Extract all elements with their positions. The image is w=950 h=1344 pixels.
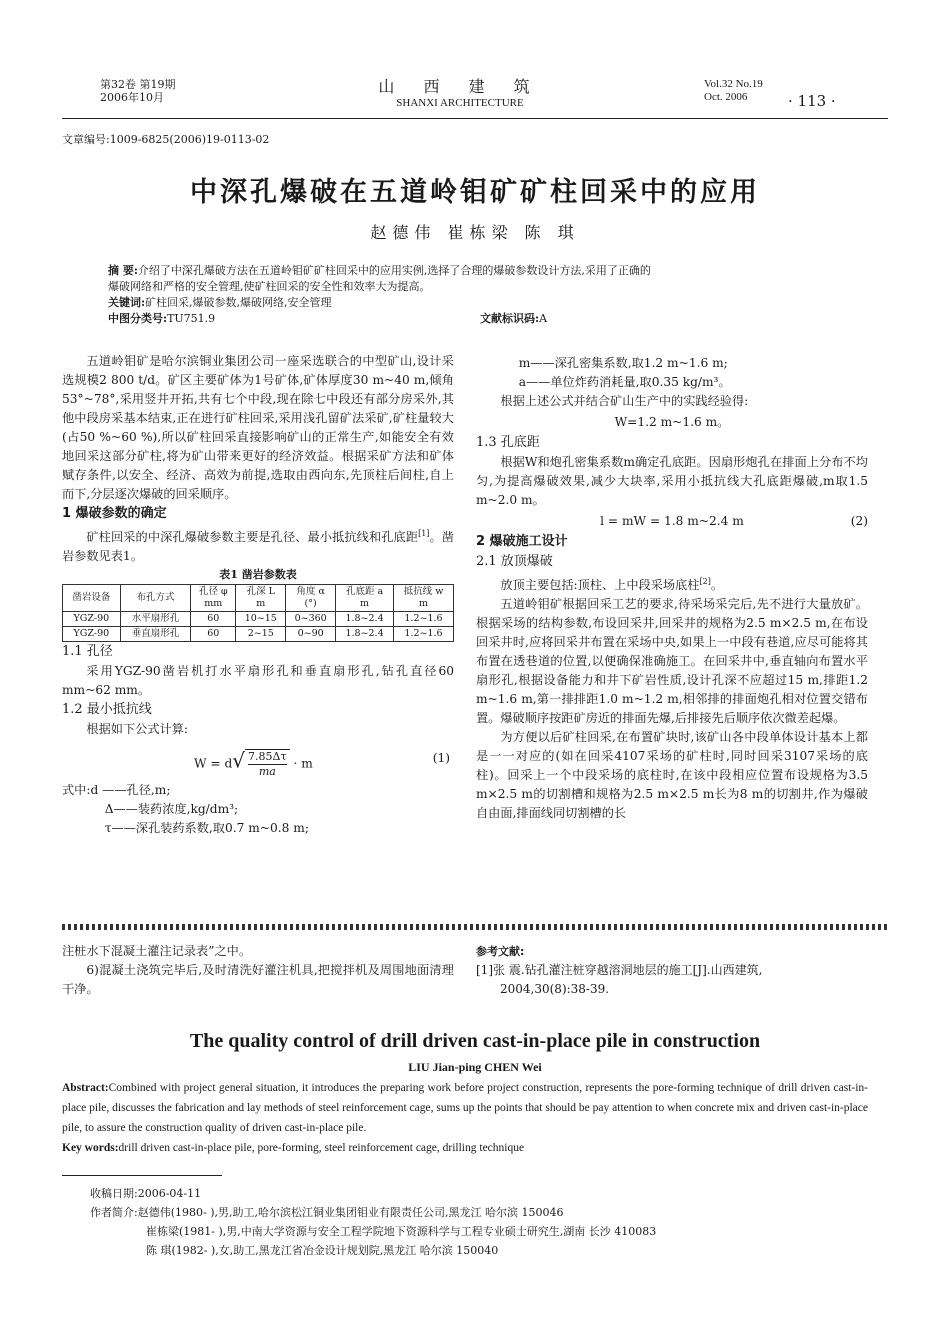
reference-1: [1]张 震.钻孔灌注桩穿越溶洞地层的施工[J].山西建筑, bbox=[476, 963, 763, 977]
header-volume bbox=[100, 78, 176, 104]
received-date: 收稿日期:2006-04-11 bbox=[90, 1187, 202, 1200]
section-1-text: 矿柱回采的中深孔爆破参数主要是孔径、最小抵抗线和孔底距 bbox=[86, 530, 419, 545]
section-2-1-paragraph-3: 为方便以后矿柱回采,在布置矿块时,该矿山各中段单体设计基本上都是一一对应的(如在回采4107采场的矿柱时,同时回采3107采场的底柱)。回采上一个中段采场的底柱时,在该中段相应位置布设规格为3.5 m×2.5 m的切割槽和规格为2.5 m×2.5 m长为8 m的切割井,作为爆破自由面,排面线同切割槽的长 bbox=[476, 730, 868, 821]
header-date-en: Oct. 2006 bbox=[704, 91, 748, 103]
table-header-row bbox=[63, 585, 454, 612]
eq2-number: (2) bbox=[850, 514, 868, 528]
table-cell: 1.8~2.4 bbox=[336, 627, 394, 642]
references bbox=[476, 942, 868, 999]
th-angle: 角度 α (°) bbox=[286, 585, 336, 612]
abstract-line-1: 介绍了中深孔爆破方法在五道岭钼矿矿柱回采中的应用实例,选择了合理的爆破参数设计方法,采用了正确的 bbox=[137, 264, 651, 277]
section-2-heading: 2 爆破施工设计 bbox=[476, 534, 568, 549]
th-burden: 抵抗线 w m bbox=[394, 585, 454, 612]
journal-name-cn: 山 西 建 筑 bbox=[378, 77, 542, 96]
table-cell: YGZ-90 bbox=[63, 612, 121, 627]
authors: 赵德伟 崔栋梁 陈 琪 bbox=[370, 223, 580, 242]
table-cell: 60 bbox=[191, 612, 236, 627]
section-2-1-paragraph-2: 五道岭钼矿根据回采工艺的要求,待采场采完后,先不进行大量放矿。根据采场的结构参数,布设回采井,回采井的规格为2.5 m×2.5 m,在布设回采井时,应将回采井布置在采场中央,如果上一中段有巷道,应尽可能将其布置在透巷道的位置,以便确保准确施工。在回采井中,垂直轴向布置水平扇形孔,根据设备能力和井下矿岩性质,设计孔深不应超过15 m,排距1.2 m~1.6 m,第一排排距1.0 m~1.2 m,相邻排的排面炮孔相对位置交错布置。爆破顺序按距矿房近的排面先爆,后排接先后顺序依次微差起爆。 bbox=[476, 597, 868, 726]
article-number: 文章编号:1009-6825(2006)19-0113-02 bbox=[62, 133, 270, 146]
footnote-rule bbox=[62, 1175, 222, 1176]
author-bio-2: 崔栋梁(1981- ),男,中南大学资源与安全工程学院地下资源科学与工程专业硕士研究生,湖南 长沙 410083 bbox=[146, 1225, 657, 1238]
article-title: 中深孔爆破在五道岭钼矿矿柱回采中的应用 bbox=[190, 177, 760, 208]
section-1-heading: 1 爆破参数的确定 bbox=[62, 506, 167, 521]
section-1-3-heading: 1.3 孔底距 bbox=[476, 435, 540, 450]
section-separator bbox=[62, 924, 888, 930]
section-2-1-text: 放顶主要包括:顶柱、上中段采场底柱 bbox=[500, 578, 700, 593]
author-bio-1: 作者简介:赵德伟(1980- ),男,助工,哈尔滨松江铜业集团钼业有限责任公司,黑龙江 哈尔滨 150046 bbox=[90, 1206, 564, 1219]
table-cell: 1.8~2.4 bbox=[336, 612, 394, 627]
header-vol-en: Vol.32 No.19 bbox=[704, 78, 763, 90]
author-bio-3: 陈 琪(1982- ),女,助工,黑龙江省冶金设计规划院,黑龙江 哈尔滨 150040 bbox=[146, 1244, 499, 1257]
table-cell: 垂直扇形孔 bbox=[120, 627, 190, 642]
clc-label: 中图分类号: bbox=[108, 312, 168, 325]
citation-2: [2] bbox=[699, 577, 711, 586]
english-authors: LIU Jian-ping CHEN Wei bbox=[408, 1060, 542, 1074]
doc-code-label: 文献标识码: bbox=[480, 312, 540, 325]
abstract-line-2: 爆破网络和严格的安全管理,使矿柱回采的安全性和效率大为提高。 bbox=[108, 280, 431, 293]
section-1-1-paragraph: 采用YGZ-90凿岩机打水平扇形孔和垂直扇形孔,钻孔直径60 mm~62 mm。 bbox=[62, 664, 454, 698]
th-depth: 孔深 L m bbox=[236, 585, 286, 612]
right-column bbox=[476, 354, 868, 823]
english-abstract-label: Abstract: bbox=[62, 1082, 109, 1094]
section-1-text-tail: 。凿岩参数见表1。 bbox=[62, 530, 455, 564]
equation-2 bbox=[476, 510, 868, 532]
section-1-2-paragraph: 根据如下公式计算: bbox=[86, 722, 188, 737]
journal-name-en: SHANXI ARCHITECTURE bbox=[396, 97, 524, 109]
prev-line-2: 6)混凝土浇筑完毕后,及时清洗好灌注机具,把搅拌机及周围地面清理干净。 bbox=[62, 963, 454, 996]
prev-article-continuation bbox=[62, 942, 454, 999]
table-cell: YGZ-90 bbox=[63, 627, 121, 642]
header-date-cn: 2006年10月 bbox=[100, 91, 164, 104]
section-2-1-paragraph-1 bbox=[476, 572, 868, 595]
equation-w bbox=[476, 411, 868, 433]
section-2-1-heading: 2.1 放顶爆破 bbox=[476, 554, 553, 569]
citation-1: [1] bbox=[418, 529, 430, 538]
table-cell: 1.2~1.6 bbox=[394, 627, 454, 642]
english-abstract-text: Combined with project general situation, it introduces the preparing work before project construction, represents the pore-forming technique of drill driven cast-in-place pile, discusses the fabrication and lay methods of steel reinforcement cage, sums up the points that should be pay attention to when concrete mix and driven cast-in-place pile, to assure the construction quality of driven cast-in-place pile. bbox=[62, 1082, 868, 1134]
keywords-label: 关键词: bbox=[108, 296, 146, 309]
english-keywords-label: Key words: bbox=[62, 1142, 119, 1154]
table-cell: 0~360 bbox=[286, 612, 336, 627]
def-delta: Δ——装药浓度,kg/dm³; bbox=[104, 802, 239, 817]
header-volume-en bbox=[704, 78, 763, 104]
section-2-1-text-tail: 。 bbox=[710, 578, 724, 593]
eq1-tail: · m bbox=[293, 756, 313, 771]
table-cell: 水平扇形孔 bbox=[120, 612, 190, 627]
prev-line-1: 注桩水下混凝土灌注记录表”之中。 bbox=[62, 944, 252, 958]
section-1-2-heading: 1.2 最小抵抗线 bbox=[62, 702, 152, 718]
english-keywords: drill driven cast-in-place pile, pore-forming, steel reinforcement cage, drilling technique bbox=[118, 1142, 525, 1154]
english-title: The quality control of drill driven cast-in-place pile in construction bbox=[189, 1030, 761, 1052]
eq1-number: (1) bbox=[432, 751, 450, 766]
th-spacing: 孔底距 a m bbox=[336, 585, 394, 612]
def-d: 式中:d ——孔径,m; bbox=[62, 783, 171, 798]
section-1-paragraph bbox=[62, 524, 454, 566]
table-cell: 1.2~1.6 bbox=[394, 612, 454, 627]
equation-2-text: l = mW = 1.8 m~2.4 m bbox=[600, 514, 744, 528]
eq1-lhs: W = d bbox=[194, 756, 233, 771]
def-a: a——单位炸药消耗量,取0.35 kg/m³。 bbox=[518, 375, 731, 389]
reference-1-cont: 2004,30(8):38-39. bbox=[500, 982, 610, 996]
header-rule bbox=[62, 118, 888, 119]
th-diameter: 孔径 φ mm bbox=[191, 585, 236, 612]
table-row bbox=[63, 612, 454, 627]
left-column bbox=[62, 352, 454, 838]
intro-paragraph: 五道岭钼矿是哈尔滨铜业集团公司一座采选联合的中型矿山,设计采选规模2 800 t/d。矿区主要矿体为1号矿体,矿体厚度30 m~40 m,倾角53°~78°,采用竖井开拓,共有七个中段,现在除七中段还有部分房采外,其他中段房采基本结束,正在进行矿柱回采,采用浅孔留矿法采矿,矿柱量较大(占50 %~60 %),所以矿柱回采直接影响矿山的正常生产,如能安全有效地回采这部分矿柱,将为矿山带来更好的经济效益。根据采矿方法和矿体赋存条件,以安全、经济、高效为前提,选取由西向东,先顶柱后间柱,自上而下,分层逐次爆破的回采顺序。 bbox=[62, 354, 454, 501]
table-cell: 60 bbox=[191, 627, 236, 642]
abstract-block bbox=[108, 263, 848, 327]
clc-code: TU751.9 bbox=[167, 312, 216, 325]
doc-code: A bbox=[539, 312, 548, 325]
table-cell: 2~15 bbox=[236, 627, 286, 642]
header-vol-cn: 第32卷 第19期 bbox=[100, 78, 176, 91]
keywords: 矿柱回采,爆破参数,爆破网络,安全管理 bbox=[145, 296, 332, 309]
table-cell: 10~15 bbox=[236, 612, 286, 627]
def-tau: τ——深孔装药系数,取0.7 m~0.8 m; bbox=[104, 821, 309, 836]
footnotes bbox=[90, 1184, 890, 1260]
table-row bbox=[63, 627, 454, 642]
eq1-denominator: ma bbox=[258, 765, 276, 779]
table-cell: 0~90 bbox=[286, 627, 336, 642]
experience-paragraph: 根据上述公式并结合矿山生产中的实践经验得: bbox=[500, 394, 749, 408]
eq1-numerator: 7.85Δτ bbox=[248, 750, 287, 764]
equation-1: W = d√ $\frac{7.85\Delta\tau}{ma}$ · m (1) bbox=[194, 748, 450, 779]
def-m: m——深孔密集系数,取1.2 m~1.6 m; bbox=[518, 356, 728, 370]
table-1-caption: 表1 凿岩参数表 bbox=[219, 568, 297, 582]
equation-w-text: W=1.2 m~1.6 m。 bbox=[614, 415, 730, 429]
th-layout: 布孔方式 bbox=[120, 585, 190, 612]
table-1 bbox=[62, 584, 454, 642]
page-number: · 113 · bbox=[788, 92, 836, 110]
header-journal bbox=[360, 74, 560, 109]
th-equipment: 凿岩设备 bbox=[63, 585, 121, 612]
section-1-1-heading: 1.1 孔径 bbox=[62, 644, 113, 660]
english-abstract bbox=[62, 1078, 868, 1158]
section-1-3-paragraph: 根据W和炮孔密集系数m确定孔底距。因扇形炮孔在排面上分布不均匀,为提高爆破效果,减少大块率,采用小抵抗线大孔底距爆破,m取1.5 m~2.0 m。 bbox=[476, 455, 868, 507]
references-label: 参考文献: bbox=[476, 945, 525, 958]
abstract-label: 摘 要: bbox=[108, 264, 138, 277]
